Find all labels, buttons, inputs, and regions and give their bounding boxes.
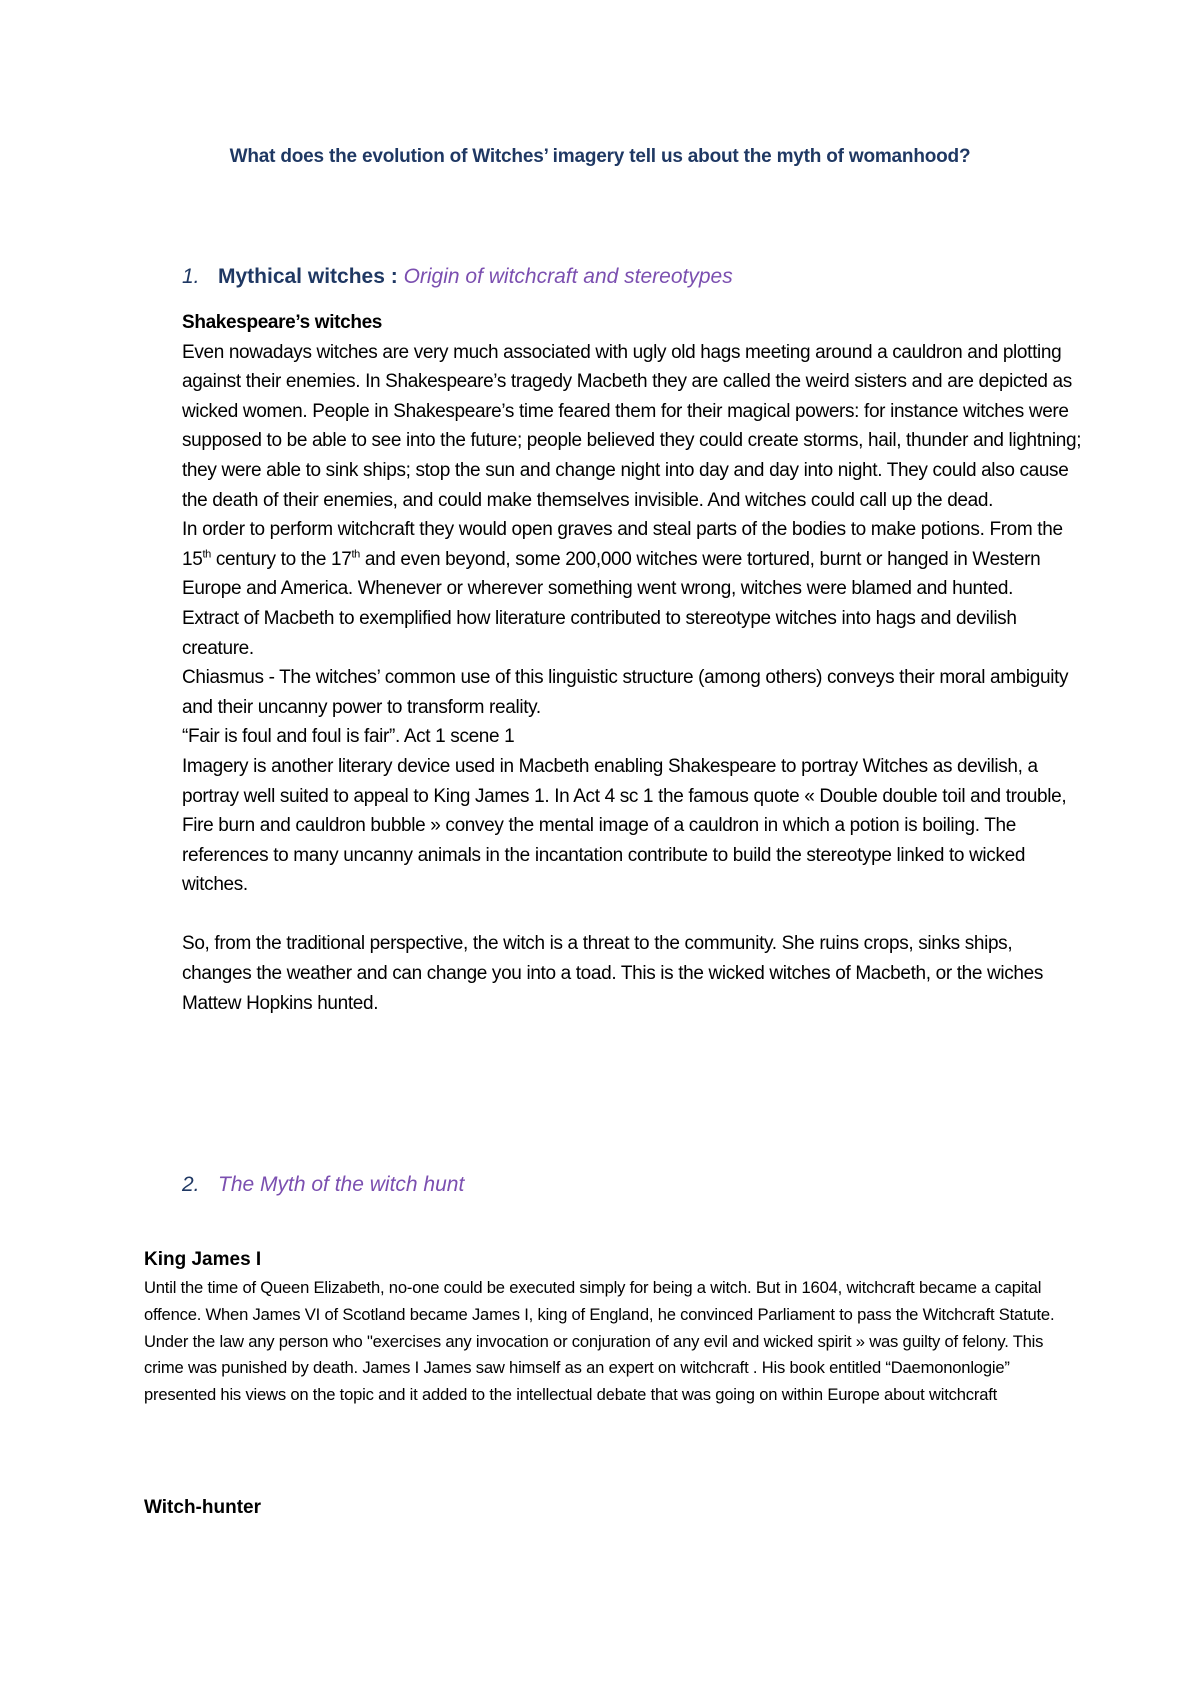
shakespeare-witches-heading: Shakespeare’s witches: [182, 312, 383, 333]
paragraph-traditional-perspective: So, from the traditional perspective, the witch is a threat to the community. She ruins crops, sinks ships, changes the weather and can change you into a toad. This is the wicked witches of Macbeth, or the wiches Mattew Hopkins hunted.: [182, 933, 1043, 1014]
king-james-heading: King James I: [144, 1249, 262, 1270]
king-james-paragraph: Until the time of Queen Elizabeth, no-one could be executed simply for being a witch. But in 1604, witchcraft became a capital offence. When James VI of Scotland became James I, king of England, he convinced Parliament to pass the Witchcraft Statute. Under the law any person who "exercises any invocation or conjuration of any evil and wicked spirit » was guilty of felony. This crime was punished by death. James I James saw himself as an expert on witchcraft . His book entitled “Daemononlogie” presented his views on the topic and it added to the intellectual debate that was going on within Europe about witchcraft: [144, 1278, 1055, 1405]
centuries-text-3: and even beyond, some 200,000 witches were tortured, burnt or hanged in Western Europe and America. Whenever or wherever something went wrong, witches were blamed and hunted.: [182, 548, 1041, 600]
section-1-heading: [182, 265, 733, 289]
paragraph-extract: Extract of Macbeth to exemplified how literature contributed to stereotype witches into hags and devilish creature.: [182, 607, 1017, 659]
paragraph-chiasmus: Chiasmus - The witches’ common use of this linguistic structure (among others) conveys their moral ambiguity and their uncanny power to transform reality.: [182, 667, 1069, 718]
witch-hunter-heading: Witch-hunter: [144, 1497, 261, 1518]
centuries-text-2: century to the 17: [210, 548, 352, 570]
centuries-text-1: In order to perform witchcraft they would open graves and steal parts of the bodies to make potions. From the 15: [182, 519, 1063, 570]
king-james-section: [144, 1249, 1064, 1409]
paragraph-gap: [182, 900, 1082, 930]
paragraph-centuries: [182, 515, 1082, 604]
paragraph-imagery: Imagery is another literary device used in Macbeth enabling Shakespeare to portray Witches as devilish, a portray well suited to appeal to King James 1. In Act 4 sc 1 the famous quote « Double double toil and trouble, Fire burn and cauldron bubble » convey the mental image of a cauldron in which a potion is boiling. The references to many uncanny animals in the incantation contribute to build the stereotype linked to wicked witches.: [182, 755, 1067, 896]
witch-hunter-section: [144, 1497, 1064, 1519]
section-2-title: The Myth of the witch hunt: [218, 1173, 465, 1196]
section-1-number: 1.: [182, 265, 200, 288]
section-1-subtitle: Origin of witchcraft and stereotypes: [403, 265, 733, 288]
section-2-heading: [182, 1173, 464, 1197]
ordinal-suffix: th: [351, 548, 360, 561]
paragraph-nowadays: Even nowadays witches are very much associated with ugly old hags meeting around a cauldron and plotting against their enemies. In Shakespeare’s tragedy Macbeth they are called the weird sisters and are depicted as wicked women. People in Shakespeare’s time feared them for their magical powers: for instance witches were supposed to be able to see into the future; people believed they could create storms, hail, thunder and lightning; they were able to sink ships; stop the sun and change night into day and day into night. They could also cause the death of their enemies, and could make themselves invisible. And witches could call up the dead.: [182, 341, 1082, 511]
section-1-body: [182, 308, 1082, 1018]
document-title: What does the evolution of Witches’ imagery tell us about the myth of womanhood?: [229, 146, 971, 167]
ordinal-suffix: th: [202, 548, 211, 561]
section-1-title: Mythical witches :: [218, 265, 398, 288]
quote-fair-is-foul: “Fair is foul and foul is fair”. Act 1 scene 1: [182, 726, 515, 748]
section-2-number: 2.: [182, 1173, 200, 1196]
